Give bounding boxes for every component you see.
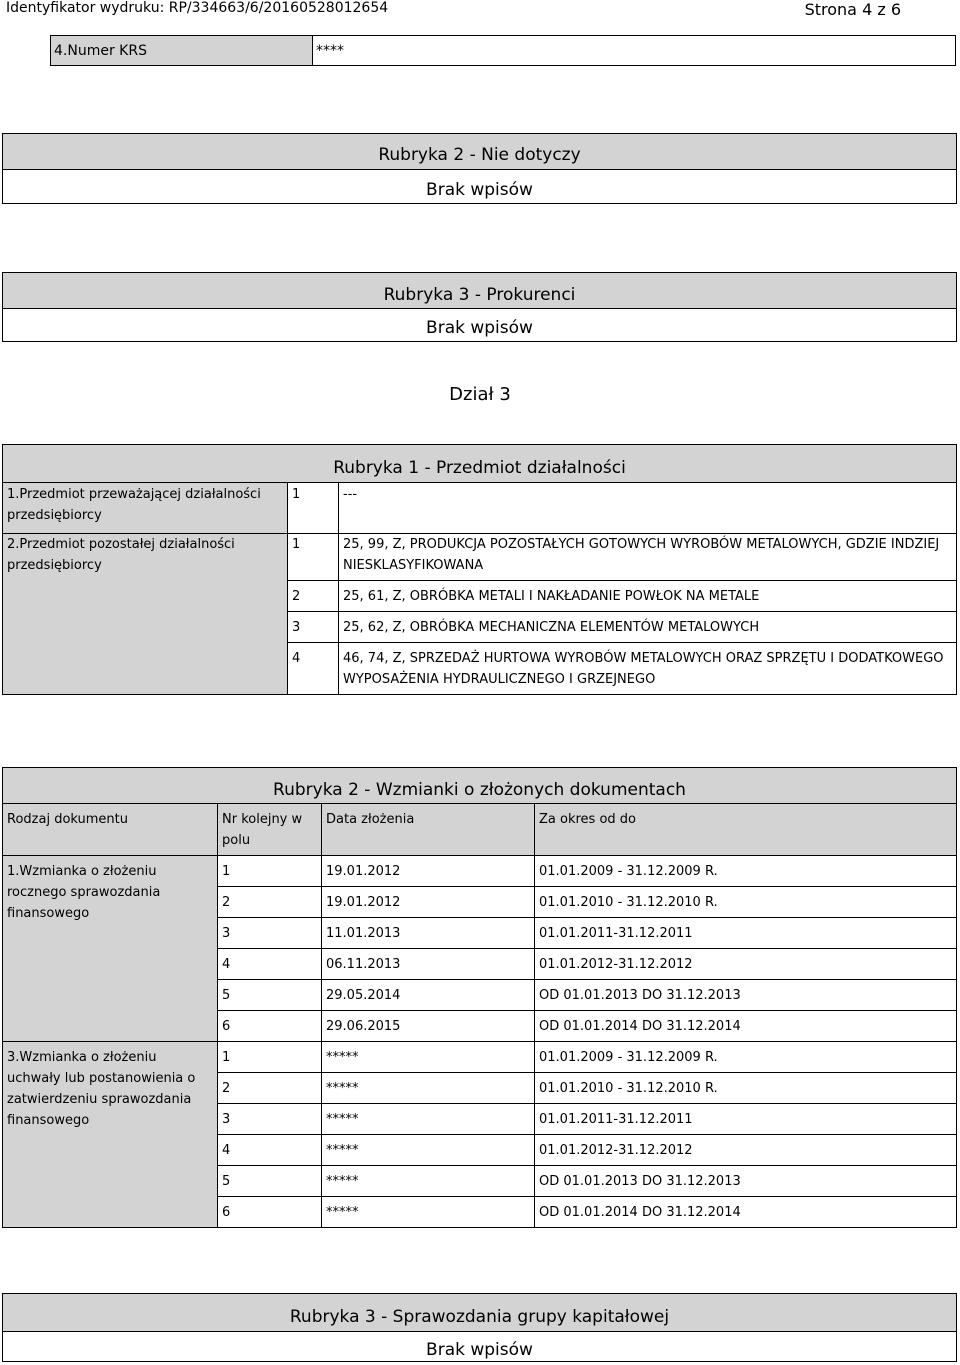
entry-period: OD 01.01.2013 DO 31.12.2013 <box>535 1166 957 1197</box>
section-title: Rubryka 3 - Prokurenci <box>3 273 957 309</box>
krs-label: 4.Numer KRS <box>51 36 313 66</box>
other-activity-value: 25, 61, Z, OBRÓBKA METALI I NAKŁADANIE POWŁOK NA METALE <box>339 581 957 612</box>
other-activity-label: 2.Przedmiot pozostałej działalności przedsiębiorcy <box>3 534 288 695</box>
column-header: Za okres od do <box>535 804 957 856</box>
no-entries: Brak wpisów <box>3 1332 957 1362</box>
rubryka-3-prokurenci <box>2 272 957 342</box>
entry-nr: 2 <box>218 1073 322 1104</box>
entry-date: 11.01.2013 <box>322 918 535 949</box>
main-activity-label: 1.Przedmiot przeważającej działalności przedsiębiorcy <box>3 483 288 534</box>
entry-nr: 5 <box>218 980 322 1011</box>
entry-nr: 3 <box>218 1104 322 1135</box>
krs-table <box>50 35 956 66</box>
entry-date: ***** <box>322 1104 535 1135</box>
other-activity-value: 25, 99, Z, PRODUKCJA POZOSTAŁYCH GOTOWYCH WYROBÓW METALOWYCH, GDZIE INDZIEJ NIESKLASYFIKOWANA <box>339 534 957 581</box>
rubryka-1-przedmiot <box>2 444 957 695</box>
section-title: Rubryka 2 - Wzmianki o złożonych dokumentach <box>3 768 957 804</box>
entry-nr: 5 <box>218 1166 322 1197</box>
other-activity-nr: 1 <box>288 534 339 581</box>
entry-period: 01.01.2009 - 31.12.2009 R. <box>535 856 957 887</box>
entry-date: ***** <box>322 1073 535 1104</box>
no-entries: Brak wpisów <box>3 170 957 204</box>
section-title: Rubryka 2 - Nie dotyczy <box>3 134 957 170</box>
entry-period: OD 01.01.2014 DO 31.12.2014 <box>535 1197 957 1228</box>
entry-nr: 4 <box>218 949 322 980</box>
entry-period: 01.01.2011-31.12.2011 <box>535 1104 957 1135</box>
entry-date: 29.06.2015 <box>322 1011 535 1042</box>
entry-nr: 4 <box>218 1135 322 1166</box>
column-header: Rodzaj dokumentu <box>3 804 218 856</box>
section-title: Rubryka 3 - Sprawozdania grupy kapitałowej <box>3 1294 957 1332</box>
rubryka-3-sprawozdania <box>2 1293 957 1362</box>
other-activity-nr: 3 <box>288 612 339 643</box>
entry-date: ***** <box>322 1197 535 1228</box>
entry-nr: 3 <box>218 918 322 949</box>
other-activity-value: 46, 74, Z, SPRZEDAŻ HURTOWA WYROBÓW METALOWYCH ORAZ SPRZĘTU I DODATKOWEGO WYPOSAŻENIA HYDRAULICZNEGO I GRZEJNEGO <box>339 643 957 695</box>
entry-period: OD 01.01.2013 DO 31.12.2013 <box>535 980 957 1011</box>
entry-date: 06.11.2013 <box>322 949 535 980</box>
other-activity-nr: 4 <box>288 643 339 695</box>
other-activity-value: 25, 62, Z, OBRÓBKA MECHANICZNA ELEMENTÓW METALOWYCH <box>339 612 957 643</box>
entry-nr: 6 <box>218 1197 322 1228</box>
krs-value: **** <box>313 36 956 66</box>
entry-period: 01.01.2012-31.12.2012 <box>535 949 957 980</box>
document-type-label: 1.Wzmianka o złożeniu rocznego sprawozdania finansowego <box>3 856 218 1042</box>
entry-date: 19.01.2012 <box>322 887 535 918</box>
print-identifier: Identyfikator wydruku: RP/334663/6/20160528012654 <box>6 0 389 16</box>
page-number: Strona 4 z 6 <box>804 0 901 19</box>
entry-period: 01.01.2010 - 31.12.2010 R. <box>535 1073 957 1104</box>
no-entries: Brak wpisów <box>3 309 957 342</box>
document-type-label: 3.Wzmianka o złożeniu uchwały lub postanowienia o zatwierdzeniu sprawozdania finansowego <box>3 1042 218 1228</box>
entry-period: 01.01.2011-31.12.2011 <box>535 918 957 949</box>
entry-date: ***** <box>322 1135 535 1166</box>
other-activity-nr: 2 <box>288 581 339 612</box>
entry-date: 19.01.2012 <box>322 856 535 887</box>
column-header: Data złożenia <box>322 804 535 856</box>
rubryka-2-wzmianki <box>2 767 957 1228</box>
entry-period: OD 01.01.2014 DO 31.12.2014 <box>535 1011 957 1042</box>
entry-date: ***** <box>322 1042 535 1073</box>
main-activity-value: --- <box>339 483 957 534</box>
entry-nr: 6 <box>218 1011 322 1042</box>
dzial-title: Dział 3 <box>449 384 511 405</box>
entry-date: ***** <box>322 1166 535 1197</box>
entry-period: 01.01.2012-31.12.2012 <box>535 1135 957 1166</box>
entry-nr: 2 <box>218 887 322 918</box>
section-title: Rubryka 1 - Przedmiot działalności <box>3 445 957 483</box>
main-activity-nr: 1 <box>288 483 339 534</box>
entry-period: 01.01.2010 - 31.12.2010 R. <box>535 887 957 918</box>
entry-period: 01.01.2009 - 31.12.2009 R. <box>535 1042 957 1073</box>
entry-nr: 1 <box>218 856 322 887</box>
entry-date: 29.05.2014 <box>322 980 535 1011</box>
entry-nr: 1 <box>218 1042 322 1073</box>
column-header: Nr kolejny w polu <box>218 804 322 856</box>
rubryka-2-nie-dotyczy <box>2 133 957 204</box>
